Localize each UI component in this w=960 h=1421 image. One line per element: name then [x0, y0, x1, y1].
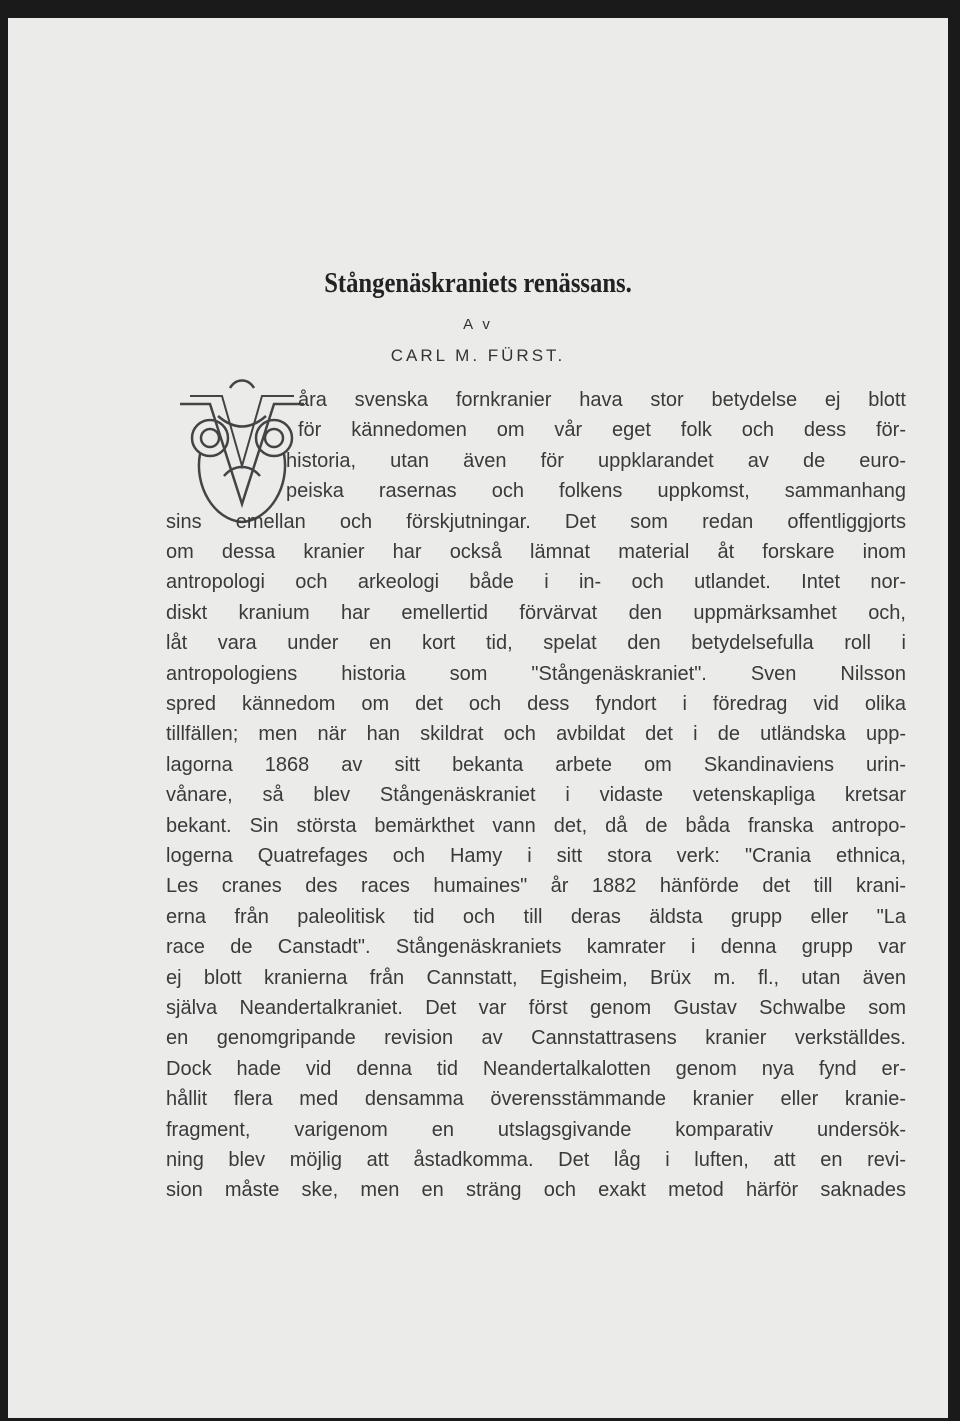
text-line: erna från paleolitisk tid och till deras äldsta grupp eller "La: [166, 905, 906, 928]
page-title: Stångenäskraniets renässans.: [324, 268, 632, 299]
text-line: om dessa kranier har också lämnat material åt forskare inom: [166, 541, 906, 563]
text-line: en genomgripande revision av Cannstattrasens kranier verkställdes.: [166, 1027, 906, 1050]
text-line: själva Neandertalkraniet. Det var först genom Gustav Schwalbe som: [166, 997, 906, 1019]
byline-preposition: A v: [463, 316, 493, 333]
text-line: Dock hade vid denna tid Neandertalkalotten genom nya fynd er-: [166, 1057, 906, 1080]
text-line: spred kännedom om det och dess fyndort i föredrag vid olika: [166, 693, 906, 715]
text-line: vånare, så blev Stångenäskraniet i vidaste vetenskapliga kretsar: [166, 784, 906, 807]
text-line: för kännedomen om vår eget folk och dess för-: [298, 419, 906, 442]
text-line: race de Canstadt". Stångenäskraniets kamrater i denna grupp var: [166, 936, 906, 959]
text-line: diskt kranium har emellertid förvärvat den uppmärksamhet och,: [166, 601, 906, 624]
text-line: antropologiens historia som "Stångenäskraniet". Sven Nilsson: [166, 662, 906, 685]
text-line: hållit flera med densamma överensstämmande kranier eller kranie-: [166, 1088, 906, 1111]
text-line: ej blott kranierna från Cannstatt, Egisheim, Brüx m. fl., utan även: [166, 966, 906, 989]
author-name: CARL M. FÜRST.: [390, 346, 566, 365]
text-line: sins emellan och förskjutningar. Det som redan offentliggjorts: [166, 510, 906, 533]
text-line: tillfällen; men när han skildrat och avbildat det i de utländska upp-: [166, 723, 906, 746]
text-line: antropologi och arkeologi både i in- och utlandet. Intet nor-: [166, 571, 906, 594]
text-line: åra svenska fornkranier hava stor betydelse ej blott: [298, 389, 906, 411]
text-line: lagorna 1868 av sitt bekanta arbete om Skandinaviens urin-: [166, 753, 906, 776]
text-line: logerna Quatrefages och Hamy i sitt stora verk: "Crania ethnica,: [166, 845, 906, 867]
text-line: ning blev möjlig att åstadkomma. Det låg i luften, att en revi-: [166, 1149, 906, 1171]
text-line: historia, utan även för uppklarandet av de euro-: [286, 449, 906, 472]
text-line: Les cranes des races humaines" år 1882 hänförde det till krani-: [166, 875, 906, 898]
text-line: peiska rasernas och folkens uppkomst, sammanhang: [286, 480, 906, 503]
text-line: fragment, varigenom en utslagsgivande komparativ undersök-: [166, 1118, 906, 1141]
text-line: sion måste ske, men en sträng och exakt metod härför saknades: [166, 1179, 906, 1202]
text-line: bekant. Sin största bemärkthet vann det, då de båda franska antropo-: [166, 814, 906, 837]
book-page: [8, 18, 948, 1418]
text-line: låt vara under en kort tid, spelat den betydelsefulla roll i: [166, 632, 906, 655]
